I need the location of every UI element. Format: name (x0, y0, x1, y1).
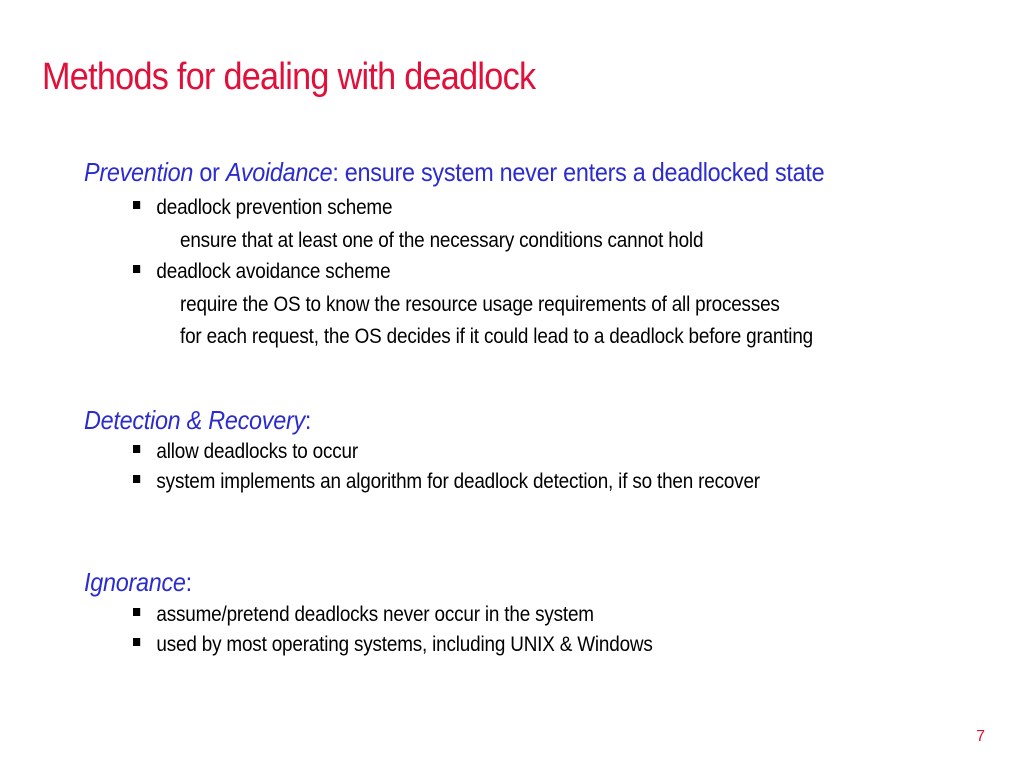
list-item (133, 470, 760, 494)
heading-term-avoidance: Avoidance (225, 157, 333, 187)
square-bullet-icon (133, 475, 140, 483)
heading-term-prevention: Prevention (84, 157, 194, 187)
heading-colon: : (185, 567, 192, 597)
bullet-text: allow deadlocks to occur (156, 440, 358, 463)
bullet-text: assume/pretend deadlocks never occur in the system (156, 603, 594, 626)
bullet-text: system implements an algorithm for deadlock detection, if so then recover (156, 470, 760, 493)
list-item (133, 603, 594, 627)
list-item (133, 196, 392, 220)
section-heading-ignorance (84, 567, 192, 598)
sub-list-item: require the OS to know the resource usage requirements of all processes (180, 293, 780, 316)
square-bullet-icon (133, 201, 140, 209)
heading-joiner: or (193, 157, 226, 187)
heading-term-ignorance: Ignorance (84, 567, 186, 597)
bullet-text: deadlock avoidance scheme (156, 260, 391, 283)
square-bullet-icon (133, 638, 140, 646)
heading-term-detection-recovery: Detection & Recovery (84, 405, 305, 435)
page-number: 7 (976, 728, 985, 745)
square-bullet-icon (133, 445, 140, 453)
bullet-text: used by most operating systems, including UNIX & Windows (156, 633, 653, 656)
heading-description: : ensure system never enters a deadlocked state (332, 157, 825, 187)
heading-colon: : (304, 405, 312, 435)
sub-list-item: ensure that at least one of the necessary conditions cannot hold (180, 229, 704, 252)
square-bullet-icon (133, 265, 140, 273)
section-heading-detection-recovery (84, 405, 311, 436)
list-item (133, 260, 390, 284)
slide-title: Methods for dealing with deadlock (42, 56, 536, 98)
list-item (133, 440, 358, 464)
square-bullet-icon (133, 608, 140, 616)
bullet-text: deadlock prevention scheme (156, 196, 393, 219)
sub-list-item: for each request, the OS decides if it could lead to a deadlock before granting (180, 325, 813, 348)
list-item (133, 633, 653, 657)
section-heading-prevention-avoidance (84, 157, 824, 188)
